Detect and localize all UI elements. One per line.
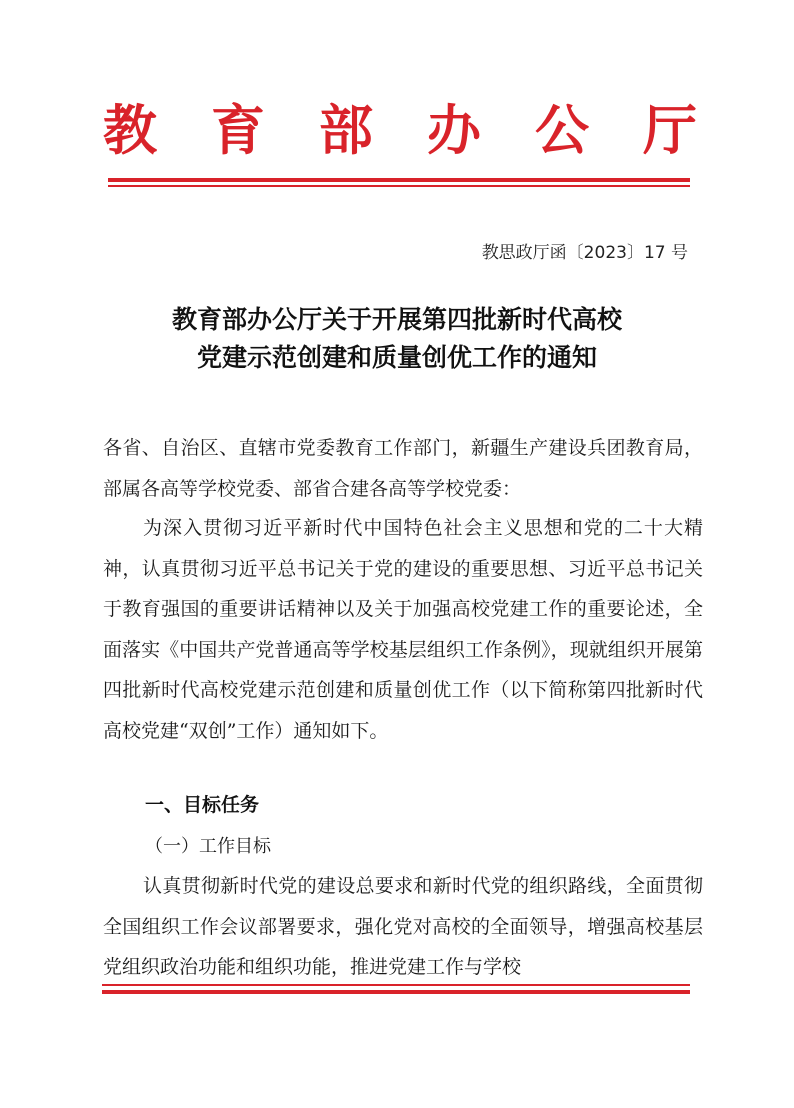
body-paragraph-2: 认真贯彻新时代党的建设总要求和新时代党的组织路线，全面贯彻全国组织工作会议部署要求，强化党对高校的全面领导，增强高校基层党组织政治功能和组织功能，推进党建工作与学校 xyxy=(103,875,703,979)
document-title-line-2: 党建示范创建和质量创优工作的通知 xyxy=(196,343,597,372)
footer-red-rule-thick xyxy=(102,990,690,994)
body-paragraph-1: 为深入贯彻习近平新时代中国特色社会主义思想和党的二十大精神，认真贯彻习近平总书记关于党的建设的重要思想、习近平总书记关于教育强国的重要讲话精神以及关于加强高校党建工作的重要论述，全面落实《中国共产党普通高等学校基层组织工作条例》，现就组织开展第四批新时代高校党建示范创建和质量创优工作（以下简称第四批新时代高校党建“双创”工作）通知如下。 xyxy=(103,517,703,742)
salutation: 各省、自治区、直辖市党委教育工作部门，新疆生产建设兵团教育局，部属各高等学校党委、部省合建各高等学校党委： xyxy=(103,437,703,500)
document-title-line-1: 教育部办公厅关于开展第四批新时代高校 xyxy=(171,305,622,334)
masthead-char: 办 xyxy=(427,98,481,162)
masthead-char: 厅 xyxy=(643,98,697,162)
section-heading-targets: 一、目标任务 xyxy=(145,794,260,816)
masthead-char: 部 xyxy=(319,98,373,162)
header-red-rule-thick xyxy=(108,178,690,182)
masthead xyxy=(100,94,700,166)
footer-red-rule-thin xyxy=(102,984,690,986)
subsection-heading-goals: （一）工作目标 xyxy=(145,836,271,857)
masthead-char: 教 xyxy=(103,98,157,162)
masthead-char: 公 xyxy=(535,98,589,162)
masthead-char: 育 xyxy=(211,98,265,162)
header-red-rule-thin xyxy=(108,185,690,187)
document-number: 教思政厅函〔2023〕17 号 xyxy=(481,243,688,263)
